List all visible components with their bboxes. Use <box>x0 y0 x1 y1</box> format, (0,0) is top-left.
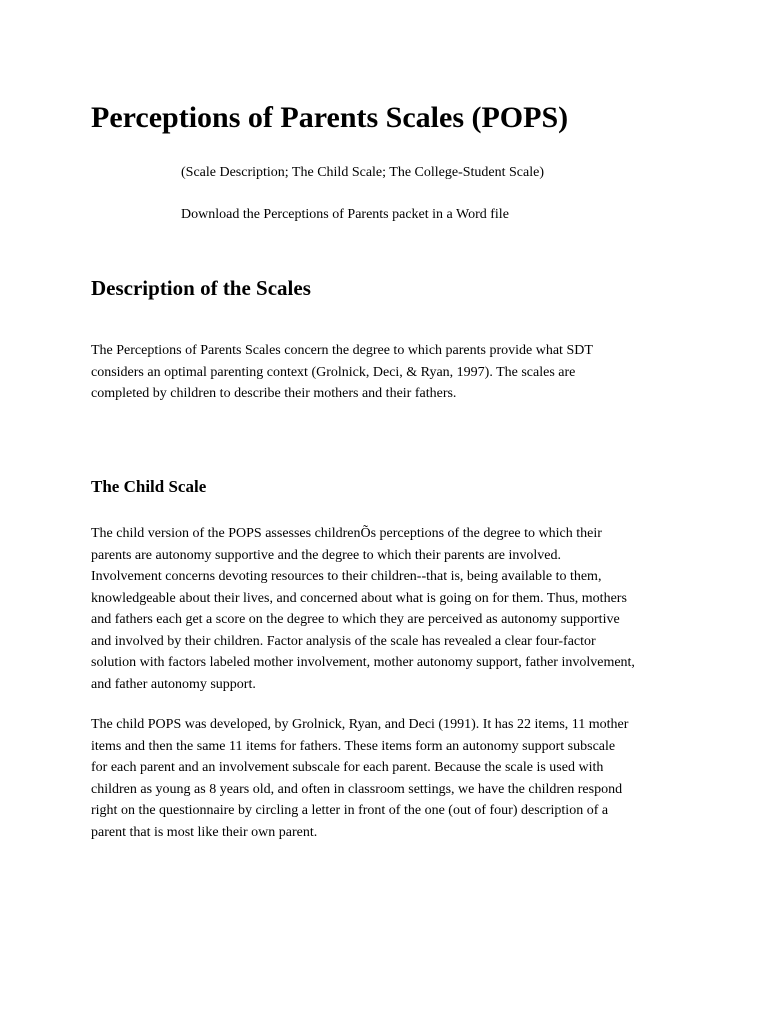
text-line: right on the questionnaire by circling a letter in front of the one (out of four) description of a <box>91 803 609 818</box>
text-line: The child POPS was developed, by Grolnick, Ryan, and Deci (1991). It has 22 items, 11 mother <box>91 717 629 732</box>
text-line: considers an optimal parenting context (Grolnick, Deci, & Ryan, 1997). The scales are <box>91 364 576 380</box>
page-title: Perceptions of Parents Scales (POPS) <box>91 101 569 134</box>
text-line: knowledgeable about their lives, and concerned about what is going on for them. Thus, mothers <box>91 590 627 606</box>
text-line: solution with factors labeled mother involvement, mother autonomy support, father involvement, <box>91 655 635 670</box>
download-packet-link[interactable]: Download the Perceptions of Parents packet in a Word file <box>181 207 509 222</box>
text-line: for each parent and an involvement subscale for each parent. Because the scale is used with <box>91 760 604 775</box>
text-line: The Perceptions of Parents Scales concern the degree to which parents provide what SDT <box>91 343 593 358</box>
text-line: The child version of the POPS assesses childrenÕs perceptions of the degree to which their <box>91 526 602 541</box>
text-line: completed by children to describe their mothers and their fathers. <box>91 386 457 401</box>
scale-section-links[interactable]: (Scale Description; The Child Scale; The College-Student Scale) <box>181 165 545 180</box>
text-line: and father autonomy support. <box>91 676 256 692</box>
text-line: and involved by their children. Factor analysis of the scale has revealed a clear four-factor <box>91 633 596 649</box>
child-scale-paragraph-2 <box>91 714 628 843</box>
description-heading: Description of the Scales <box>91 276 311 300</box>
text-line: and fathers each get a score on the degree to which they are perceived as autonomy supportive <box>91 612 620 627</box>
text-line: Involvement concerns devoting resources to their children--that is, being available to them, <box>91 569 602 584</box>
text-line: parent that is most like their own parent. <box>91 824 318 840</box>
child-scale-heading: The Child Scale <box>91 477 207 496</box>
text-line: items and then the same 11 items for fathers. These items form an autonomy support subscale <box>91 738 616 754</box>
child-scale-paragraph-1 <box>91 523 635 695</box>
description-paragraph <box>91 340 593 405</box>
text-line: parents are autonomy supportive and the degree to which their parents are involved. <box>91 547 562 563</box>
text-line: children as young as 8 years old, and often in classroom settings, we have the children respond <box>91 781 623 797</box>
